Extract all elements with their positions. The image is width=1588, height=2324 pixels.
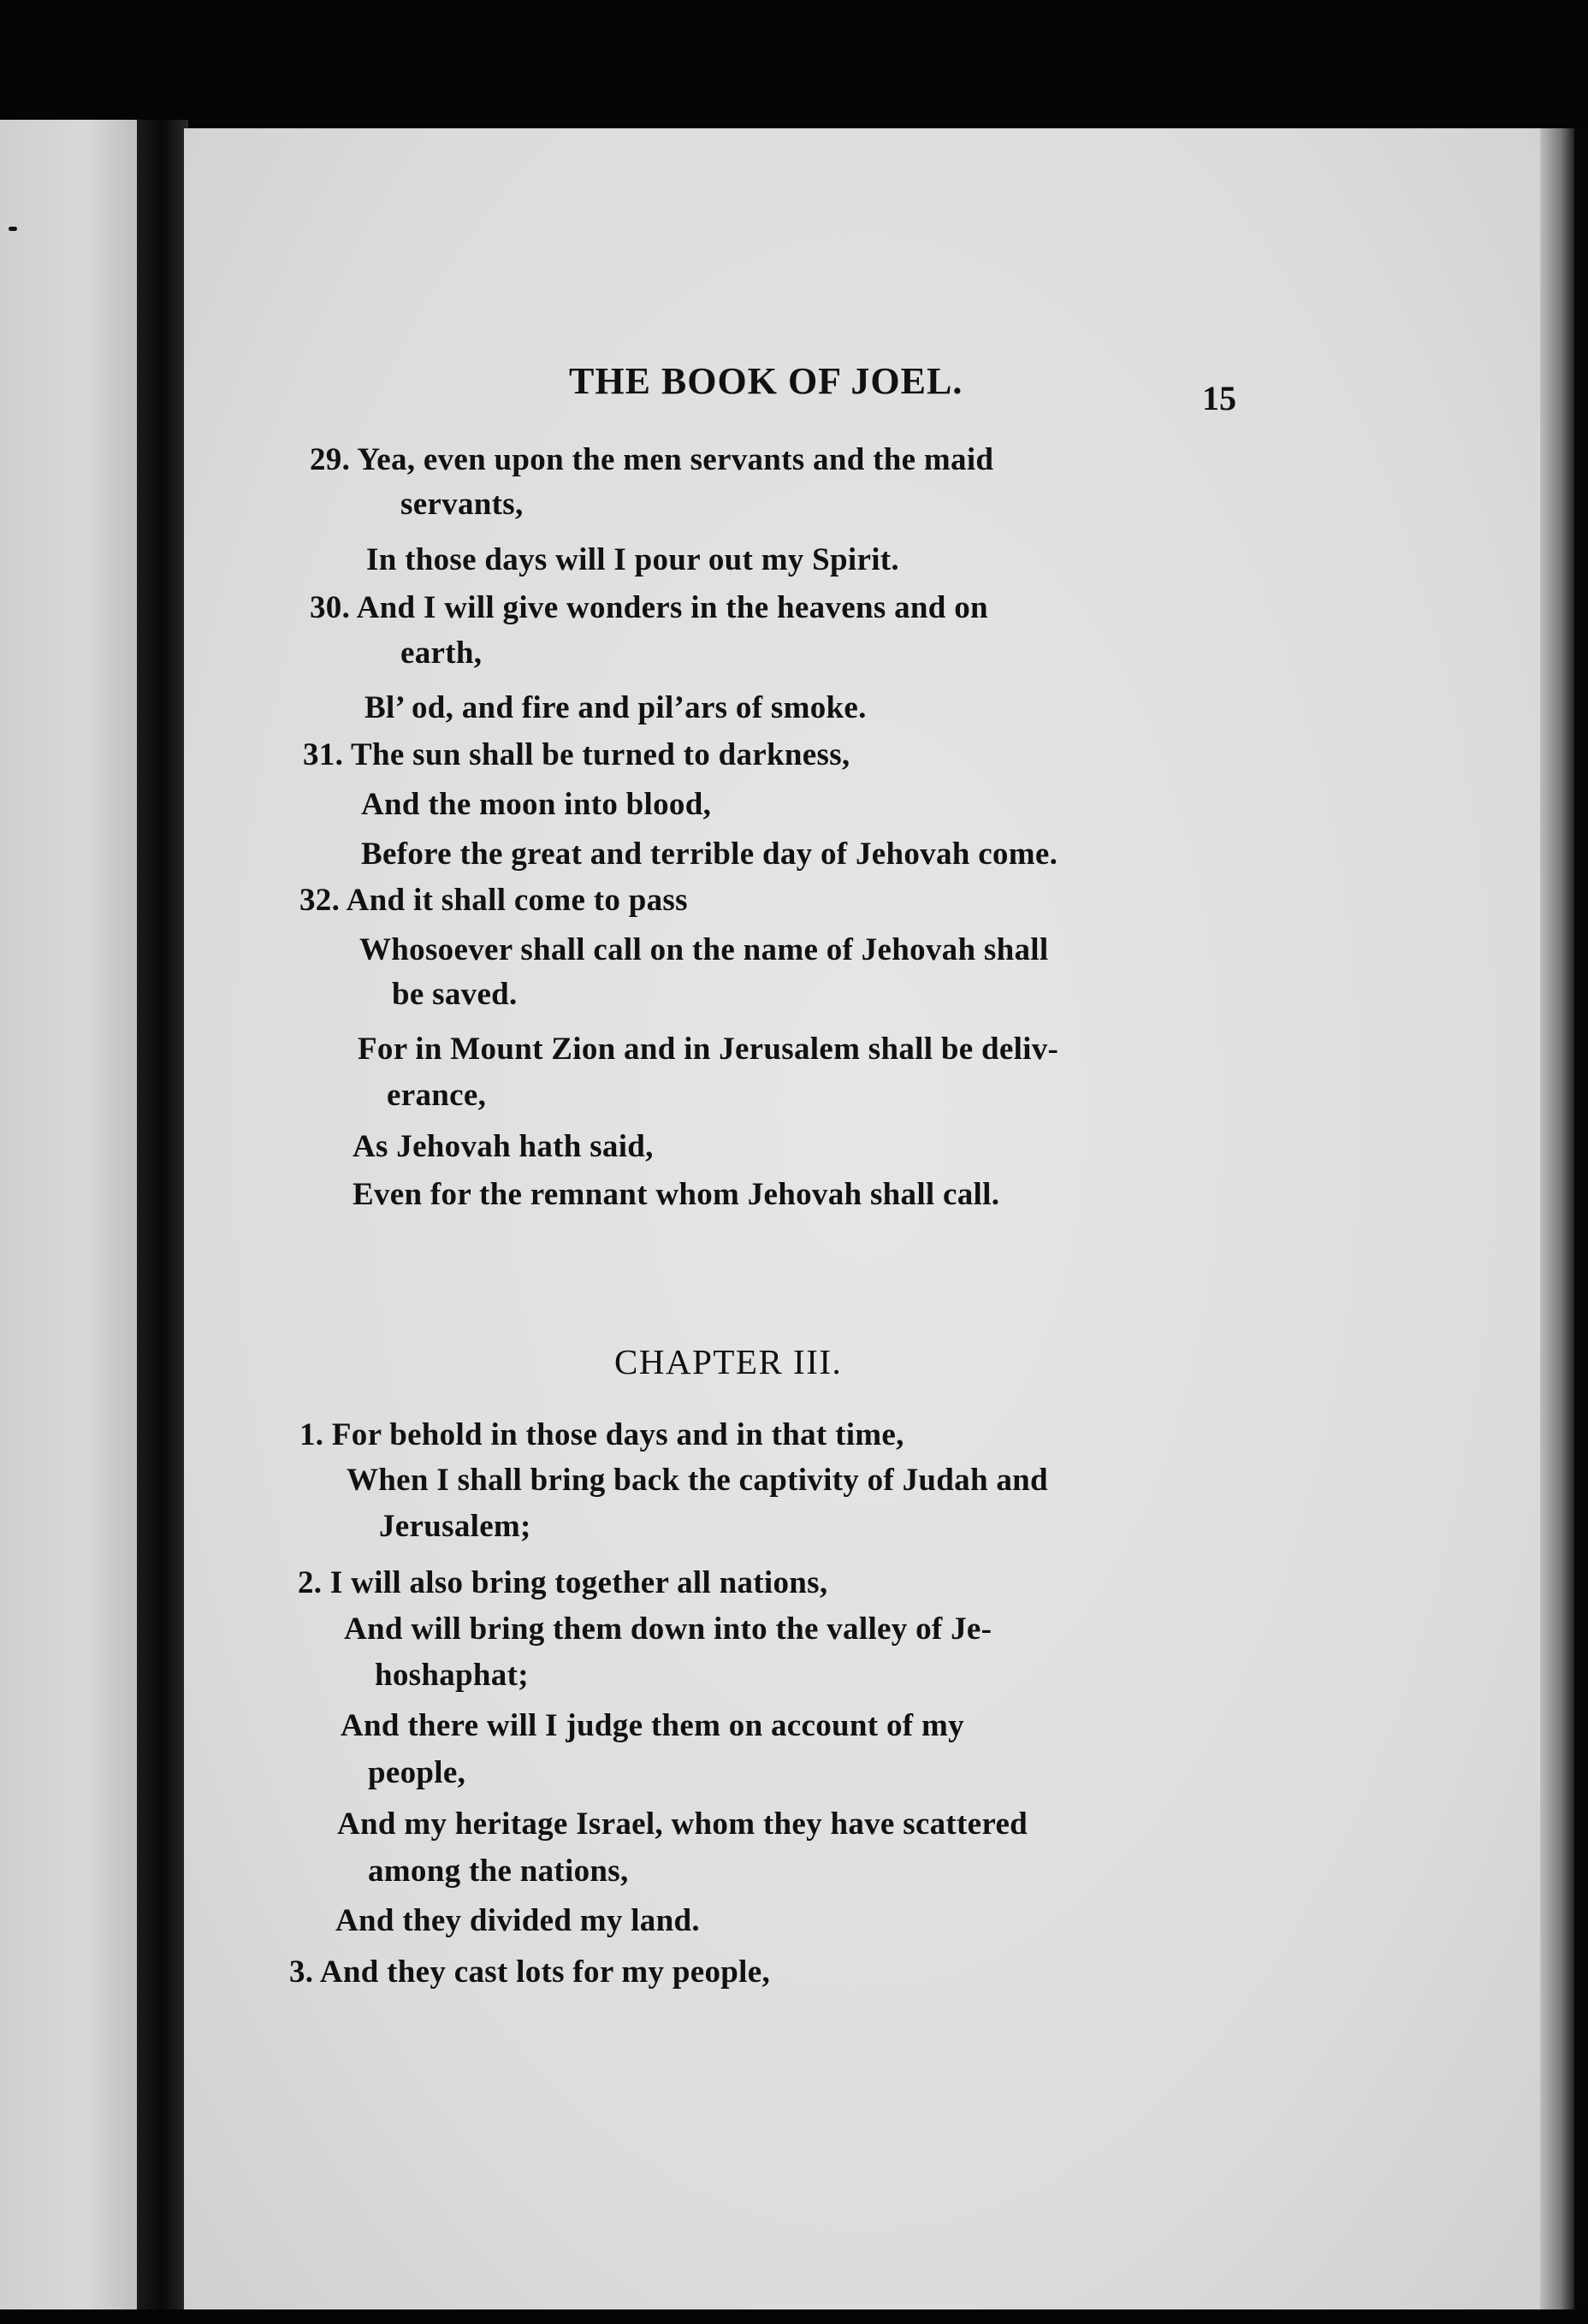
verse-line: 1. For behold in those days and in that time, [299,1417,904,1452]
verse-line: And they divided my land. [335,1903,700,1938]
verse-line: And there will I judge them on account of my [341,1708,964,1743]
verse-line: Jerusalem; [379,1509,531,1544]
verse-line: And will bring them down into the valley of Je- [344,1611,992,1647]
book-gutter [137,120,188,2309]
previous-page-edge [0,120,141,2309]
verse-line: Before the great and terrible day of Jehovah come. [361,837,1058,872]
page-number: 15 [1202,379,1236,417]
verse-line: 32. And it shall come to pass [299,883,688,918]
verse-line: In those days will I pour out my Spirit. [366,542,899,577]
chapter-title: CHAPTER III. [614,1342,843,1381]
page-right-edge [1540,128,1574,2314]
verse-line: When I shall bring back the captivity of Judah and [347,1463,1048,1498]
verse-line: For in Mount Zion and in Jerusalem shall be deliv- [358,1032,1059,1067]
verse-line: Whosoever shall call on the name of Jehovah shall [359,932,1049,967]
running-header: THE BOOK OF JOEL. [569,360,963,402]
verse-line: Even for the remnant whom Jehovah shall call. [353,1177,1000,1212]
verse-line: hoshaphat; [375,1658,529,1693]
scan-border-top [0,0,1588,128]
verse-line: erance, [387,1078,487,1113]
verse-line: among the nations, [368,1854,629,1889]
verse-line: And my heritage Israel, whom they have scattered [337,1807,1028,1842]
verse-line: earth, [400,636,483,671]
verse-line: 30. And I will give wonders in the heavens and on [310,590,988,625]
verse-line: 3. And they cast lots for my people, [289,1954,771,1990]
verse-line: 31. The sun shall be turned to darkness, [303,737,850,772]
scan-border-bottom [0,2309,1588,2324]
verse-line: As Jehovah hath said, [353,1129,654,1164]
verse-line: servants, [400,487,524,522]
verse-line: And the moon into blood, [361,787,712,822]
verse-line: people, [368,1755,466,1790]
verse-line: Bl’ od, and fire and pil’ars of smoke. [364,690,867,725]
verse-line: 29. Yea, even upon the men servants and the maid [310,442,994,477]
ink-speck [9,227,17,231]
verse-line: be saved. [392,977,518,1012]
verse-line: 2. I will also bring together all nations, [298,1565,828,1600]
